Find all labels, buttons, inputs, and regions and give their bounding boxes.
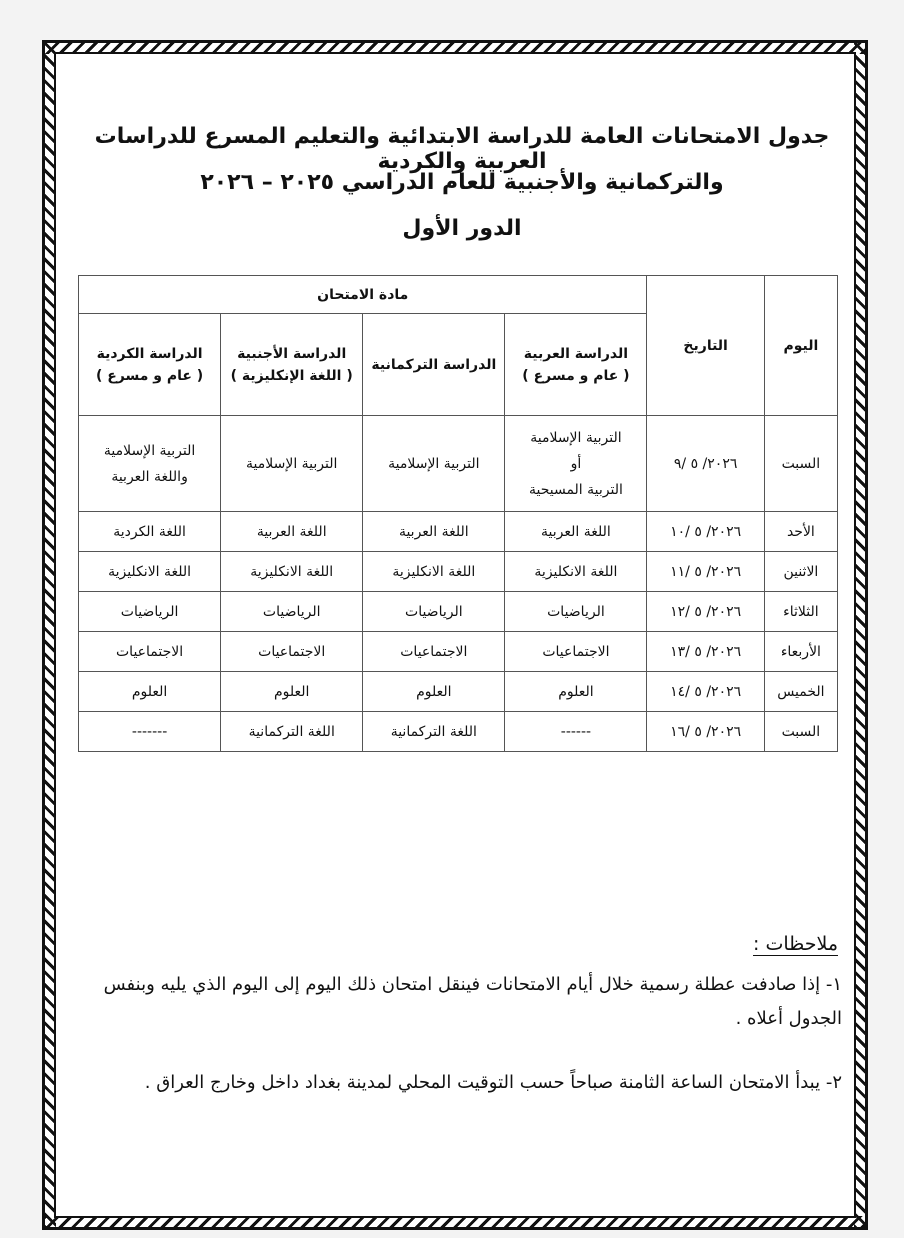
cell-turkmen: التربية الإسلامية bbox=[363, 416, 505, 512]
table-row bbox=[79, 632, 838, 672]
decorative-border-left bbox=[44, 42, 56, 1228]
cell-kurdish: اللغة الانكليزية bbox=[79, 552, 221, 592]
table-row bbox=[79, 512, 838, 552]
document-page bbox=[42, 40, 868, 1230]
cell-arabic: اللغة العربية bbox=[505, 512, 647, 552]
cell-arabic: اللغة الانكليزية bbox=[505, 552, 647, 592]
header-stream-kurdish: الدراسة الكردية ( عام و مسرع ) bbox=[79, 314, 221, 416]
header-stream-foreign: الدراسة الأجنبية ( اللغة الإنكليزية ) bbox=[221, 314, 363, 416]
cell-kurdish: الاجتماعيات bbox=[79, 632, 221, 672]
cell-foreign: اللغة الانكليزية bbox=[221, 552, 363, 592]
title-line-1: جدول الامتحانات العامة للدراسة الابتدائية والتعليم المسرع للدراسات العربية والكردية bbox=[94, 124, 830, 174]
notes-heading: ملاحظات : bbox=[753, 933, 838, 955]
cell-kurdish: التربية الإسلامية واللغة العربية bbox=[79, 416, 221, 512]
cell-turkmen: الاجتماعيات bbox=[363, 632, 505, 672]
cell-arabic: العلوم bbox=[505, 672, 647, 712]
note-1: ١- إذا صادفت عطلة رسمية خلال أيام الامتحانات فينقل امتحان ذلك اليوم إلى اليوم الذي يليه وبنفس الجدول أعلاه . bbox=[103, 974, 842, 1029]
cell-foreign: اللغة التركمانية bbox=[221, 712, 363, 752]
cell-arabic: ------ bbox=[505, 712, 647, 752]
cell-foreign: العلوم bbox=[221, 672, 363, 712]
cell-day: الأحد bbox=[764, 512, 837, 552]
table-row bbox=[79, 552, 838, 592]
cell-arabic: التربية الإسلامية أو التربية المسيحية bbox=[505, 416, 647, 512]
cell-date: ٢٠٢٦/ ٥ /١٠ bbox=[647, 512, 764, 552]
table-row bbox=[79, 712, 838, 752]
header-stream-turkmen: الدراسة التركمانية bbox=[363, 314, 505, 416]
cell-kurdish: ------- bbox=[79, 712, 221, 752]
decorative-border-right bbox=[854, 42, 866, 1228]
cell-day: السبت bbox=[764, 712, 837, 752]
table-row bbox=[79, 416, 838, 512]
cell-foreign: الاجتماعيات bbox=[221, 632, 363, 672]
cell-arabic: الاجتماعيات bbox=[505, 632, 647, 672]
cell-turkmen: العلوم bbox=[363, 672, 505, 712]
cell-turkmen: الرياضيات bbox=[363, 592, 505, 632]
decorative-border-top bbox=[44, 42, 866, 54]
cell-date: ٢٠٢٦/ ٥ /١٤ bbox=[647, 672, 764, 712]
cell-foreign: الرياضيات bbox=[221, 592, 363, 632]
cell-day: الأربعاء bbox=[764, 632, 837, 672]
cell-turkmen: اللغة العربية bbox=[363, 512, 505, 552]
cell-turkmen: اللغة التركمانية bbox=[363, 712, 505, 752]
cell-arabic: الرياضيات bbox=[505, 592, 647, 632]
exam-schedule-table bbox=[78, 275, 838, 752]
cell-foreign: اللغة العربية bbox=[221, 512, 363, 552]
decorative-border-bottom bbox=[44, 1216, 866, 1228]
table-row bbox=[79, 672, 838, 712]
header-day: اليوم bbox=[764, 276, 837, 416]
cell-date: ٢٠٢٦/ ٥ /٩ bbox=[647, 416, 764, 512]
cell-kurdish: الرياضيات bbox=[79, 592, 221, 632]
cell-kurdish: العلوم bbox=[79, 672, 221, 712]
cell-day: الاثنين bbox=[764, 552, 837, 592]
cell-date: ٢٠٢٦/ ٥ /١٣ bbox=[647, 632, 764, 672]
cell-date: ٢٠٢٦/ ٥ /١٦ bbox=[647, 712, 764, 752]
cell-date: ٢٠٢٦/ ٥ /١٢ bbox=[647, 592, 764, 632]
header-date: التاريخ bbox=[647, 276, 764, 416]
header-stream-arabic: الدراسة العربية ( عام و مسرع ) bbox=[505, 314, 647, 416]
cell-kurdish: اللغة الكردية bbox=[79, 512, 221, 552]
header-subject-group: مادة الامتحان bbox=[79, 276, 647, 314]
cell-day: الثلاثاء bbox=[764, 592, 837, 632]
cell-turkmen: اللغة الانكليزية bbox=[363, 552, 505, 592]
cell-day: السبت bbox=[764, 416, 837, 512]
note-2: ٢- يبدأ الامتحان الساعة الثامنة صباحاً حسب التوقيت المحلي لمدينة بغداد داخل وخارج العراق . bbox=[144, 1072, 842, 1093]
title-round: الدور الأول bbox=[402, 216, 522, 241]
cell-day: الخميس bbox=[764, 672, 837, 712]
cell-date: ٢٠٢٦/ ٥ /١١ bbox=[647, 552, 764, 592]
title-line-2: والتركمانية والأجنبية للعام الدراسي ٢٠٢٥ – ٢٠٢٦ bbox=[200, 170, 724, 195]
cell-foreign: التربية الإسلامية bbox=[221, 416, 363, 512]
table-row bbox=[79, 592, 838, 632]
